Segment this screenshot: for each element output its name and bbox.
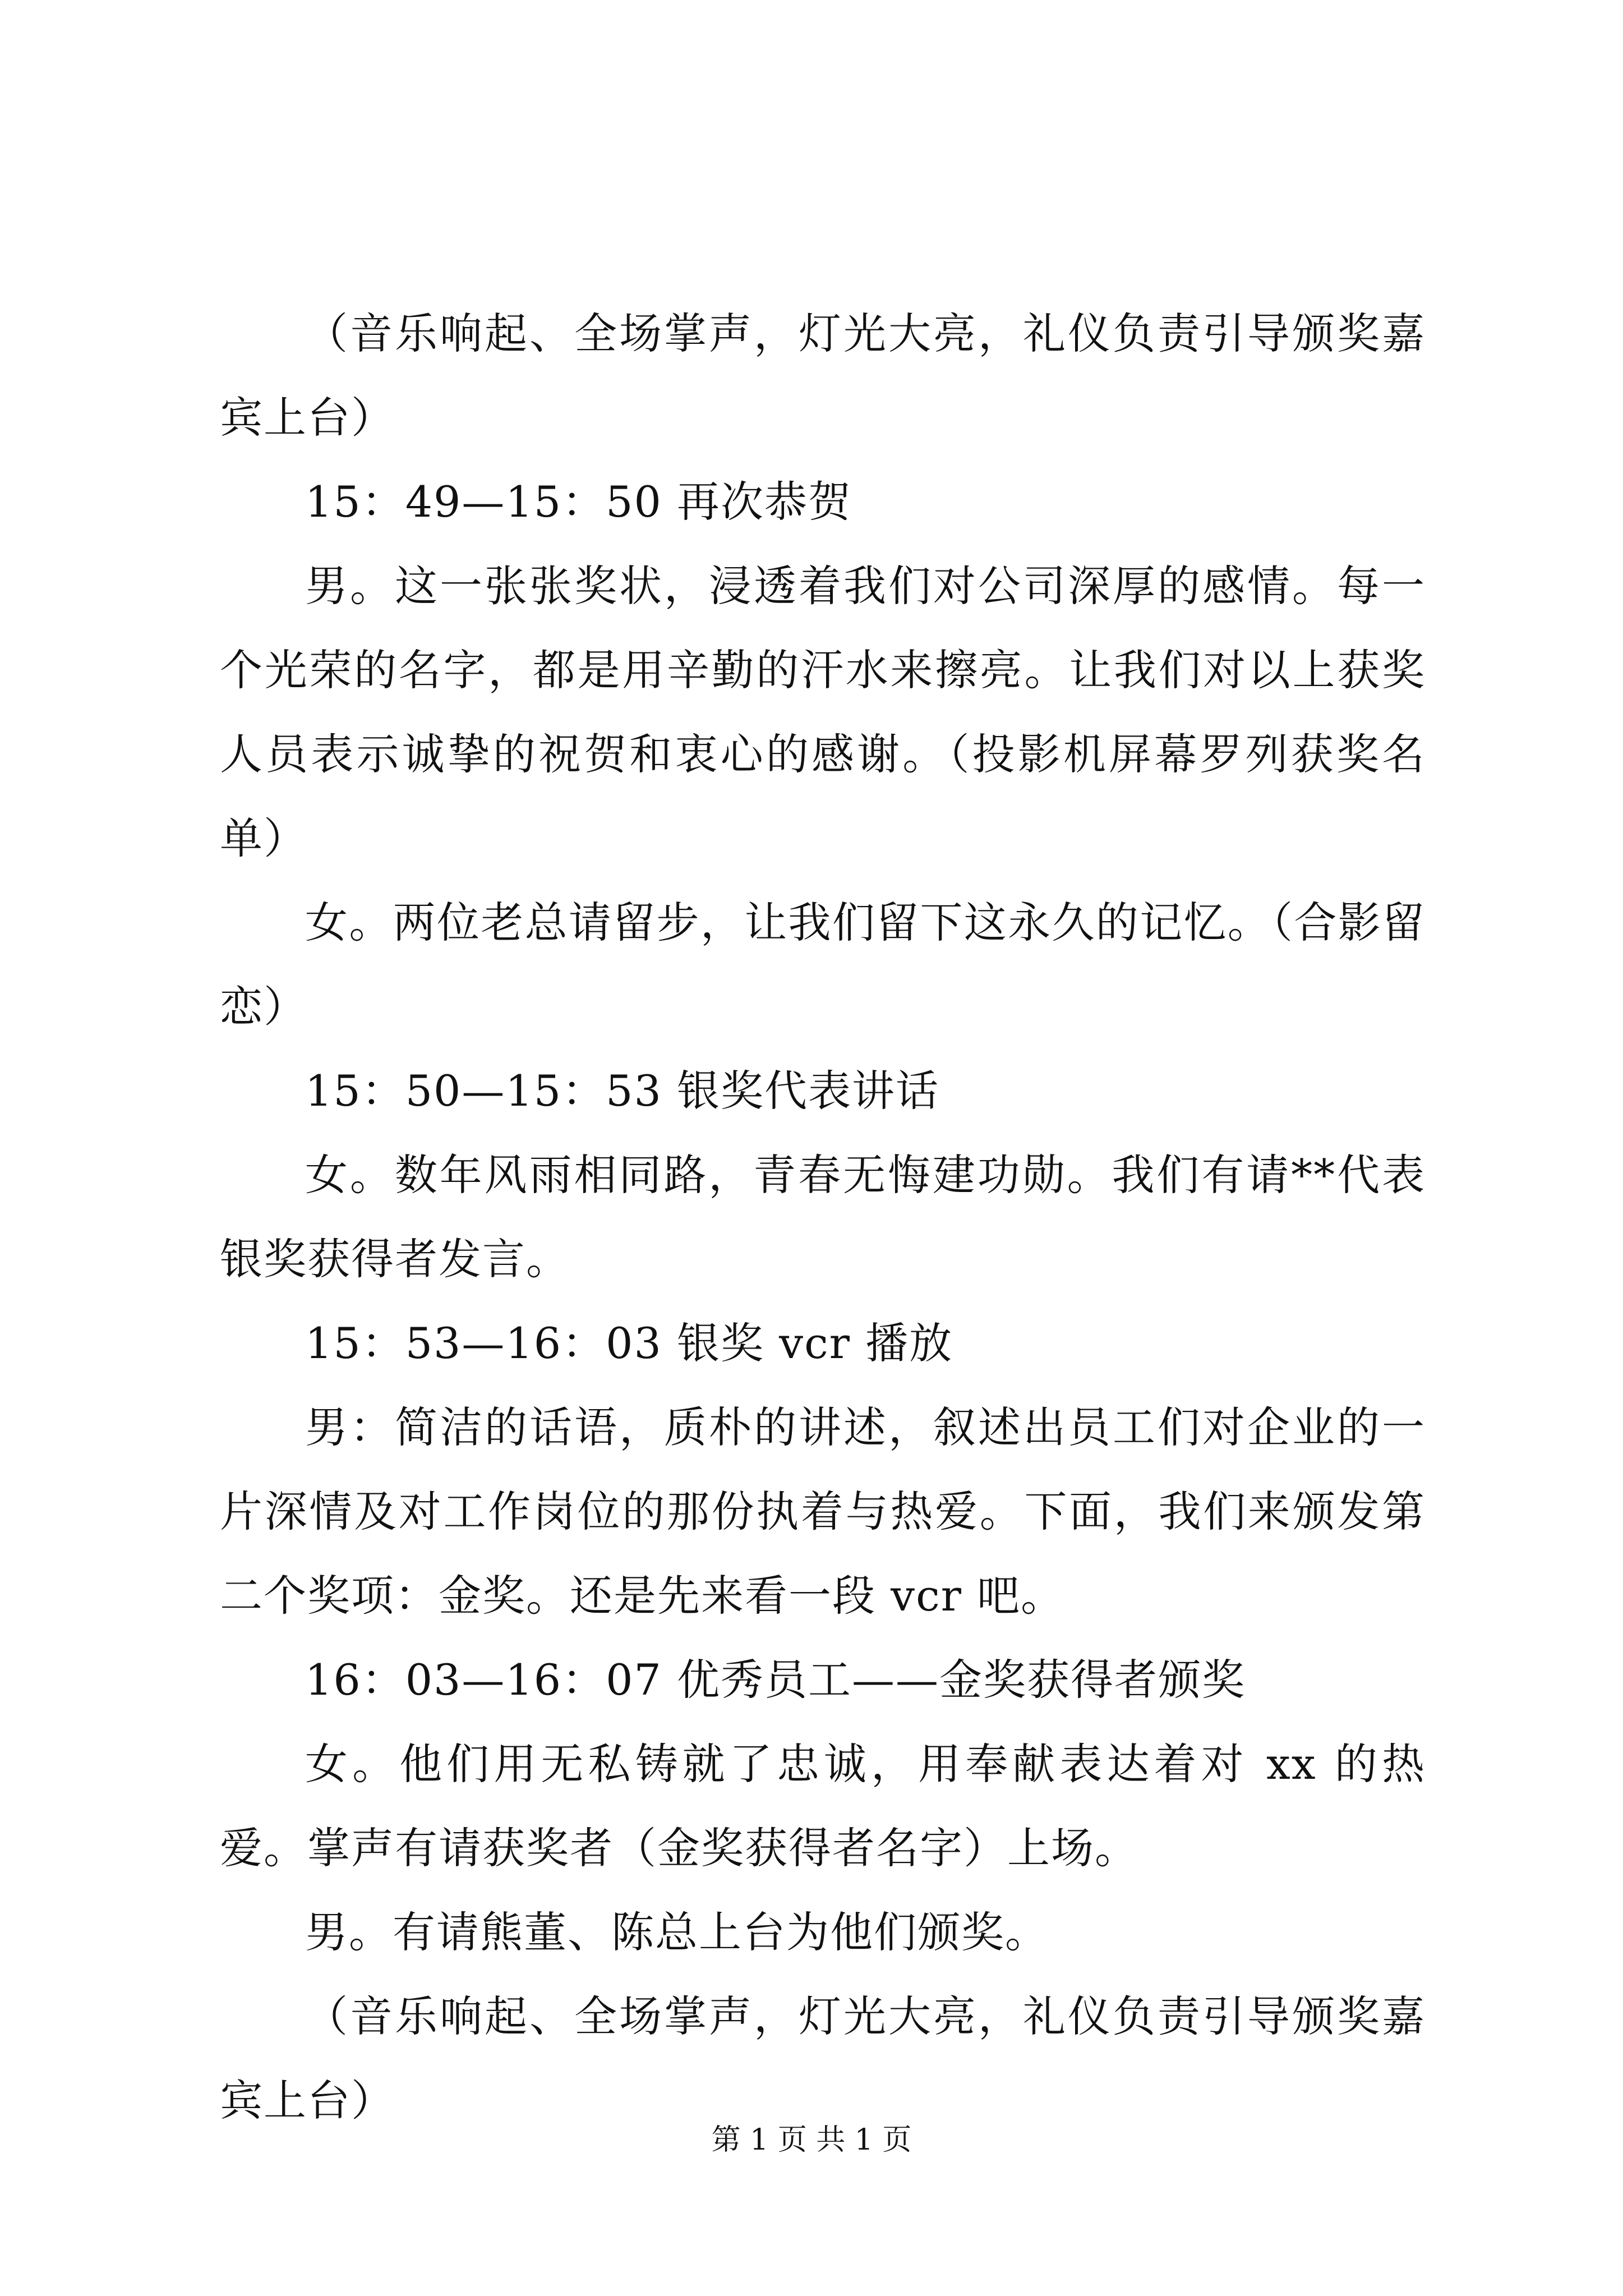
schedule-heading: 16：03—16：07 优秀员工——金奖获得者颁奖	[305, 1655, 1246, 1705]
script-paragraph: 女。他们用无私铸就了忠诚，用奉献表达着对 xx 的热爱。掌声有请获奖者（金奖获得者名字）上场。	[220, 1739, 1426, 1873]
stage-direction: （音乐响起、全场掌声，灯光大亮，礼仪负责引导颁奖嘉宾上台）	[220, 1991, 1426, 2125]
script-paragraph: 男。这一张张奖状，浸透着我们对公司深厚的感情。每一个光荣的名字，都是用辛勤的汗水来擦亮。让我们对以上获奖人员表示诚挚的祝贺和衷心的感谢。（投影机屏幕罗列获奖名单）	[220, 561, 1426, 863]
script-paragraph: 女。数年风雨相同路，青春无悔建功勋。我们有请**代表银奖获得者发言。	[220, 1150, 1426, 1284]
schedule-heading: 15：50—15：53 银奖代表讲话	[305, 1066, 939, 1116]
schedule-heading: 15：49—15：50 再次恭贺	[305, 477, 852, 527]
schedule-heading: 15：53—16：03 银奖 vcr 播放	[305, 1318, 953, 1368]
script-paragraph: 男。有请熊董、陈总上台为他们颁奖。	[305, 1907, 1049, 1957]
stage-direction: （音乐响起、全场掌声，灯光大亮，礼仪负责引导颁奖嘉宾上台）	[220, 309, 1426, 443]
script-paragraph: 女。两位老总请留步，让我们留下这永久的记忆。（合影留恋）	[220, 898, 1426, 1032]
script-paragraph: 男：简洁的话语，质朴的讲述，叙述出员工们对企业的一片深情及对工作岗位的那份执着与热爱。下面，我们来颁发第二个奖项：金奖。还是先来看一段 vcr 吧。	[220, 1402, 1426, 1621]
page-footer: 第 1 页 共 1 页	[711, 2123, 912, 2157]
document-body	[220, 292, 1426, 2143]
